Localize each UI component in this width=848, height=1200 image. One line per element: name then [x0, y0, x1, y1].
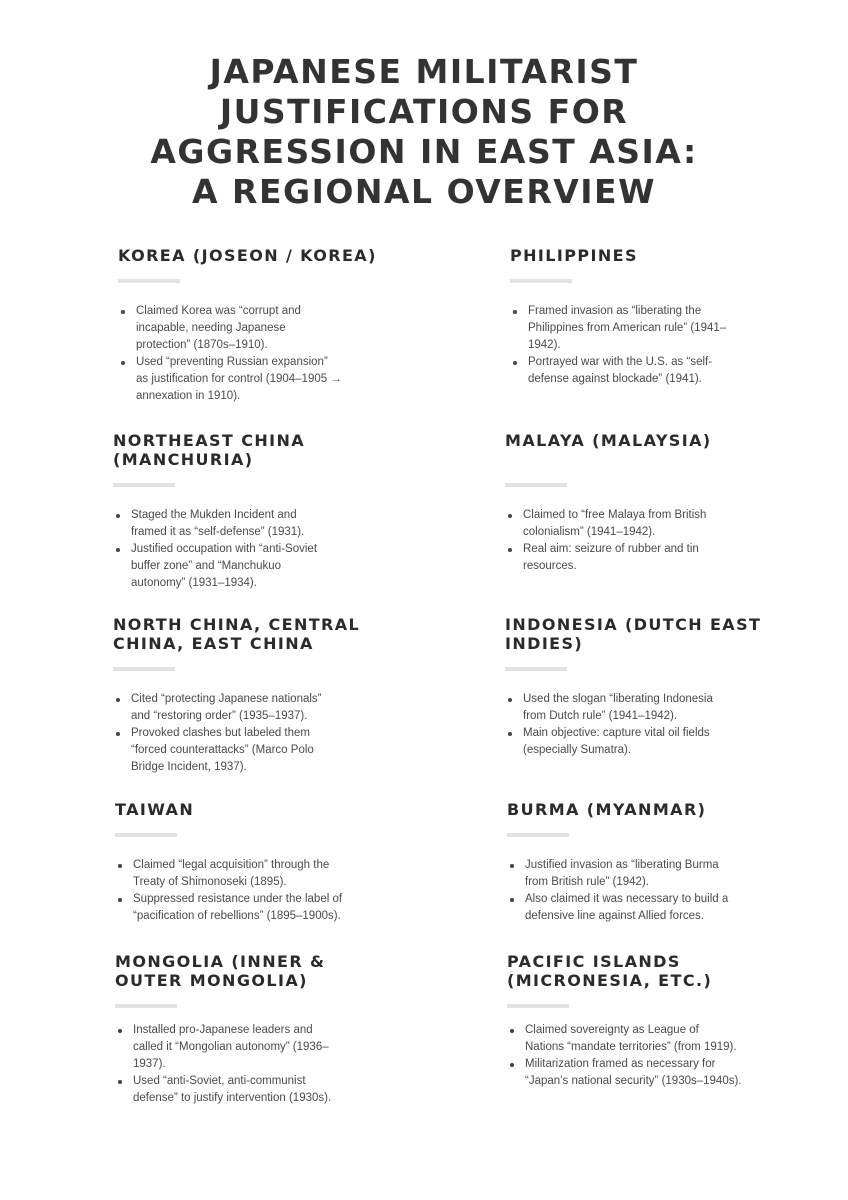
bullet-list [507, 1022, 772, 1090]
list-item [510, 354, 775, 388]
heading-underline [115, 833, 177, 837]
bullet-text: Claimed Korea was “corrupt and incapable, needing Japanese protection” (1870s–1910). [136, 305, 301, 351]
bullet-icon [510, 864, 514, 868]
list-item [507, 857, 772, 891]
heading-underline [113, 483, 175, 487]
bullet-text: Used “preventing Russian expansion” as justification for control (1904–1905 → annexation in 1910). [136, 356, 342, 402]
list-item [118, 303, 383, 354]
section-heading: MALAYA (MALAYSIA) [505, 431, 712, 450]
list-item [505, 507, 770, 541]
section-philippines [510, 246, 775, 388]
section-taiwan [115, 800, 380, 925]
bullet-list [115, 1022, 380, 1107]
title-line: JAPANESE MILITARIST [209, 52, 639, 91]
bullet-icon [118, 864, 122, 868]
section-heading: NORTH CHINA, CENTRAL CHINA, EAST CHINA [113, 615, 361, 653]
list-item [115, 857, 380, 891]
section-mongolia [115, 952, 380, 1107]
list-item [507, 1022, 772, 1056]
bullet-icon [510, 1063, 514, 1067]
section-north-china [113, 615, 378, 776]
bullet-icon [121, 310, 125, 314]
heading-underline [505, 667, 567, 671]
bullet-icon [513, 310, 517, 314]
list-item [113, 725, 378, 776]
bullet-text: Justified occupation with “anti-Soviet buffer zone” and “Manchukuo autonomy” (1931–1934). [131, 543, 318, 589]
bullet-icon [510, 898, 514, 902]
bullet-icon [508, 698, 512, 702]
list-item [115, 891, 380, 925]
bullet-icon [508, 514, 512, 518]
bullet-icon [116, 698, 120, 702]
heading-underline [113, 667, 175, 671]
bullet-list [113, 507, 378, 592]
section-korea [118, 246, 383, 405]
list-item [113, 691, 378, 725]
bullet-icon [513, 361, 517, 365]
bullet-text: Claimed to “free Malaya from British colonialism” (1941–1942). [523, 509, 707, 538]
bullet-text: Militarization framed as necessary for “Japan’s national security” (1930s–1940s). [525, 1058, 742, 1087]
title-line: JUSTIFICATIONS FOR [219, 92, 629, 131]
list-item [505, 725, 770, 759]
section-heading: PACIFIC ISLANDS (MICRONESIA, ETC.) [507, 952, 713, 990]
section-heading: MONGOLIA (INNER & OUTER MONGOLIA) [115, 952, 326, 990]
heading-underline [510, 279, 572, 283]
bullet-icon [116, 548, 120, 552]
bullet-text: Claimed “legal acquisition” through the Treaty of Shimonoseki (1895). [133, 859, 330, 888]
heading-underline [505, 483, 567, 487]
bullet-text: Cited “protecting Japanese nationals” and “restoring order” (1935–1937). [131, 693, 322, 722]
bullet-icon [118, 1029, 122, 1033]
bullet-icon [510, 1029, 514, 1033]
bullet-icon [118, 1080, 122, 1084]
bullet-text: Used “anti-Soviet, anti-communist defense” to justify intervention (1930s). [133, 1075, 332, 1104]
heading-underline [118, 279, 180, 283]
bullet-text: Installed pro-Japanese leaders and called it “Mongolian autonomy” (1936– 1937). [133, 1024, 329, 1070]
bullet-icon [121, 361, 125, 365]
bullet-text: Main objective: capture vital oil fields (especially Sumatra). [523, 727, 710, 756]
bullet-text: Used the slogan “liberating Indonesia from Dutch rule” (1941–1942). [523, 693, 713, 722]
section-burma [507, 800, 772, 925]
section-northeast-china [113, 431, 378, 592]
page-title [100, 52, 748, 212]
section-pacific-islands [507, 952, 772, 1090]
bullet-text: Real aim: seizure of rubber and tin resources. [523, 543, 699, 572]
bullet-text: Portrayed war with the U.S. as “self- defense against blockade” (1941). [528, 356, 713, 385]
bullet-text: Claimed sovereignty as League of Nations “mandate territories” (from 1919). [525, 1024, 737, 1053]
bullet-text: Framed invasion as “liberating the Philippines from American rule” (1941– 1942). [528, 305, 727, 351]
section-heading: NORTHEAST CHINA (MANCHURIA) [113, 431, 306, 469]
bullet-text: Justified invasion as “liberating Burma from British rule” (1942). [525, 859, 719, 888]
heading-underline [507, 833, 569, 837]
bullet-list [113, 691, 378, 776]
list-item [115, 1073, 380, 1107]
list-item [113, 541, 378, 592]
bullet-list [118, 303, 383, 405]
bullet-icon [116, 514, 120, 518]
bullet-list [505, 691, 770, 759]
bullet-list [507, 857, 772, 925]
section-heading: KOREA (JOSEON / KOREA) [118, 246, 377, 265]
title-line: AGGRESSION IN EAST ASIA: [150, 132, 698, 171]
bullet-icon [116, 732, 120, 736]
bullet-text: Staged the Mukden Incident and framed it as “self-defense” (1931). [131, 509, 305, 538]
list-item [507, 891, 772, 925]
section-heading: BURMA (MYANMAR) [507, 800, 707, 819]
list-item [507, 1056, 772, 1090]
list-item [115, 1022, 380, 1073]
bullet-list [510, 303, 775, 388]
bullet-list [505, 507, 770, 575]
section-heading: TAIWAN [115, 800, 195, 819]
bullet-icon [118, 898, 122, 902]
list-item [505, 691, 770, 725]
title-line: A REGIONAL OVERVIEW [192, 172, 656, 211]
bullet-icon [508, 732, 512, 736]
section-indonesia [505, 615, 770, 759]
list-item [505, 541, 770, 575]
bullet-text: Provoked clashes but labeled them “forced counterattacks” (Marco Polo Bridge Incident, 1937). [131, 727, 314, 773]
section-heading: INDONESIA (DUTCH EAST INDIES) [505, 615, 762, 653]
bullet-list [115, 857, 380, 925]
section-malaya [505, 431, 770, 575]
bullet-text: Suppressed resistance under the label of “pacification of rebellions” (1895–1900s). [133, 893, 343, 922]
list-item [113, 507, 378, 541]
heading-underline [115, 1004, 177, 1008]
bullet-text: Also claimed it was necessary to build a defensive line against Allied forces. [525, 893, 729, 922]
section-heading: PHILIPPINES [510, 246, 638, 265]
bullet-icon [508, 548, 512, 552]
heading-underline [507, 1004, 569, 1008]
list-item [510, 303, 775, 354]
list-item [118, 354, 383, 405]
